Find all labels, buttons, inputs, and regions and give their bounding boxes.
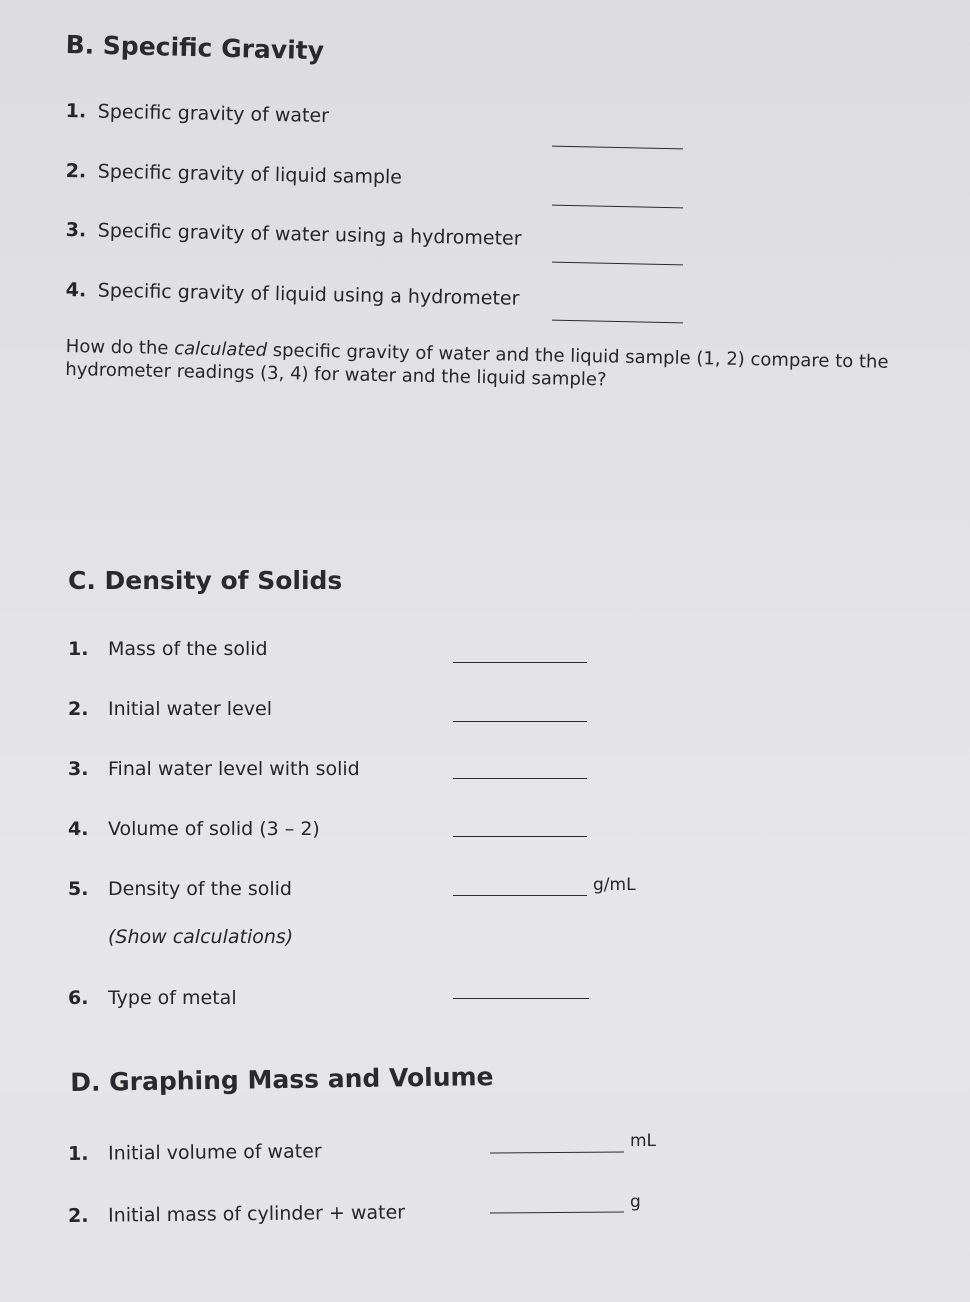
- item-number: 6.: [68, 987, 89, 1009]
- sg-item-1: [66, 100, 330, 127]
- graph-item-2: [68, 1201, 405, 1227]
- item-label: Initial water level: [108, 698, 272, 720]
- item-label: Specific gravity of liquid sample: [97, 160, 403, 189]
- item-number: 2.: [65, 160, 87, 183]
- emphasis-calculated: calculated: [173, 338, 268, 361]
- item-number: 1.: [68, 1142, 89, 1165]
- section-b-title: B. Specific Gravity: [65, 30, 325, 66]
- show-calculations-note: (Show calculations): [108, 926, 294, 948]
- density-item-1: [68, 638, 268, 660]
- item-label: Density of the solid: [108, 878, 292, 900]
- sg-item-2: [66, 160, 403, 188]
- density-answer-line-5[interactable]: [453, 895, 587, 896]
- density-item-2: [68, 698, 272, 720]
- sg-item-4: [66, 279, 520, 310]
- item-label: Volume of solid (3 – 2): [108, 818, 320, 840]
- item-label: Mass of the solid: [108, 638, 268, 660]
- density-item-5: [68, 878, 292, 900]
- density-item-4: [68, 818, 320, 840]
- item-number: 4.: [68, 818, 89, 840]
- section-d-title: D. Graphing Mass and Volume: [70, 1062, 494, 1097]
- density-answer-line-3[interactable]: [453, 778, 587, 779]
- item-label: Specific gravity of water: [97, 100, 330, 128]
- graph-answer-line-2[interactable]: [490, 1212, 624, 1214]
- density-answer-line-2[interactable]: [453, 721, 587, 722]
- section-c-title: C. Density of Solids: [68, 566, 343, 595]
- graph-item-1: [68, 1140, 322, 1165]
- sg-answer-line-3[interactable]: [552, 262, 683, 266]
- item-number: 1.: [68, 638, 89, 660]
- unit-g: g: [630, 1192, 641, 1212]
- item-label: Initial mass of cylinder + water: [107, 1201, 406, 1227]
- item-label: Initial volume of water: [107, 1140, 322, 1165]
- density-answer-line-1[interactable]: [453, 662, 587, 663]
- item-label: Type of metal: [108, 987, 237, 1009]
- density-item-3: [68, 758, 360, 780]
- density-answer-line-6[interactable]: [453, 998, 589, 999]
- item-number: 2.: [68, 698, 89, 720]
- unit-g-per-ml: g/mL: [593, 875, 636, 895]
- item-number: 3.: [65, 219, 87, 242]
- sg-answer-line-2[interactable]: [552, 205, 683, 209]
- density-item-6: [68, 987, 237, 1009]
- item-number: 2.: [68, 1204, 89, 1227]
- graph-answer-line-1[interactable]: [490, 1152, 624, 1154]
- item-label: Final water level with solid: [108, 758, 360, 780]
- sg-answer-line-1[interactable]: [552, 146, 683, 150]
- sg-answer-line-4[interactable]: [552, 320, 683, 324]
- comparison-question: How do the calculated specific gravity of water and the liquid sample (1, 2) compare to the hydrometer readings (3, 4) for water and the liquid sample?: [65, 335, 889, 391]
- item-number: 1.: [65, 100, 87, 123]
- item-number: 3.: [68, 758, 89, 780]
- density-answer-line-4[interactable]: [453, 836, 587, 837]
- item-number: 5.: [68, 878, 89, 900]
- item-number: 4.: [65, 279, 87, 302]
- item-label: Specific gravity of water using a hydrometer: [97, 219, 522, 250]
- item-label: Specific gravity of liquid using a hydrometer: [97, 279, 520, 310]
- unit-ml: mL: [630, 1131, 657, 1151]
- sg-item-3: [66, 219, 522, 250]
